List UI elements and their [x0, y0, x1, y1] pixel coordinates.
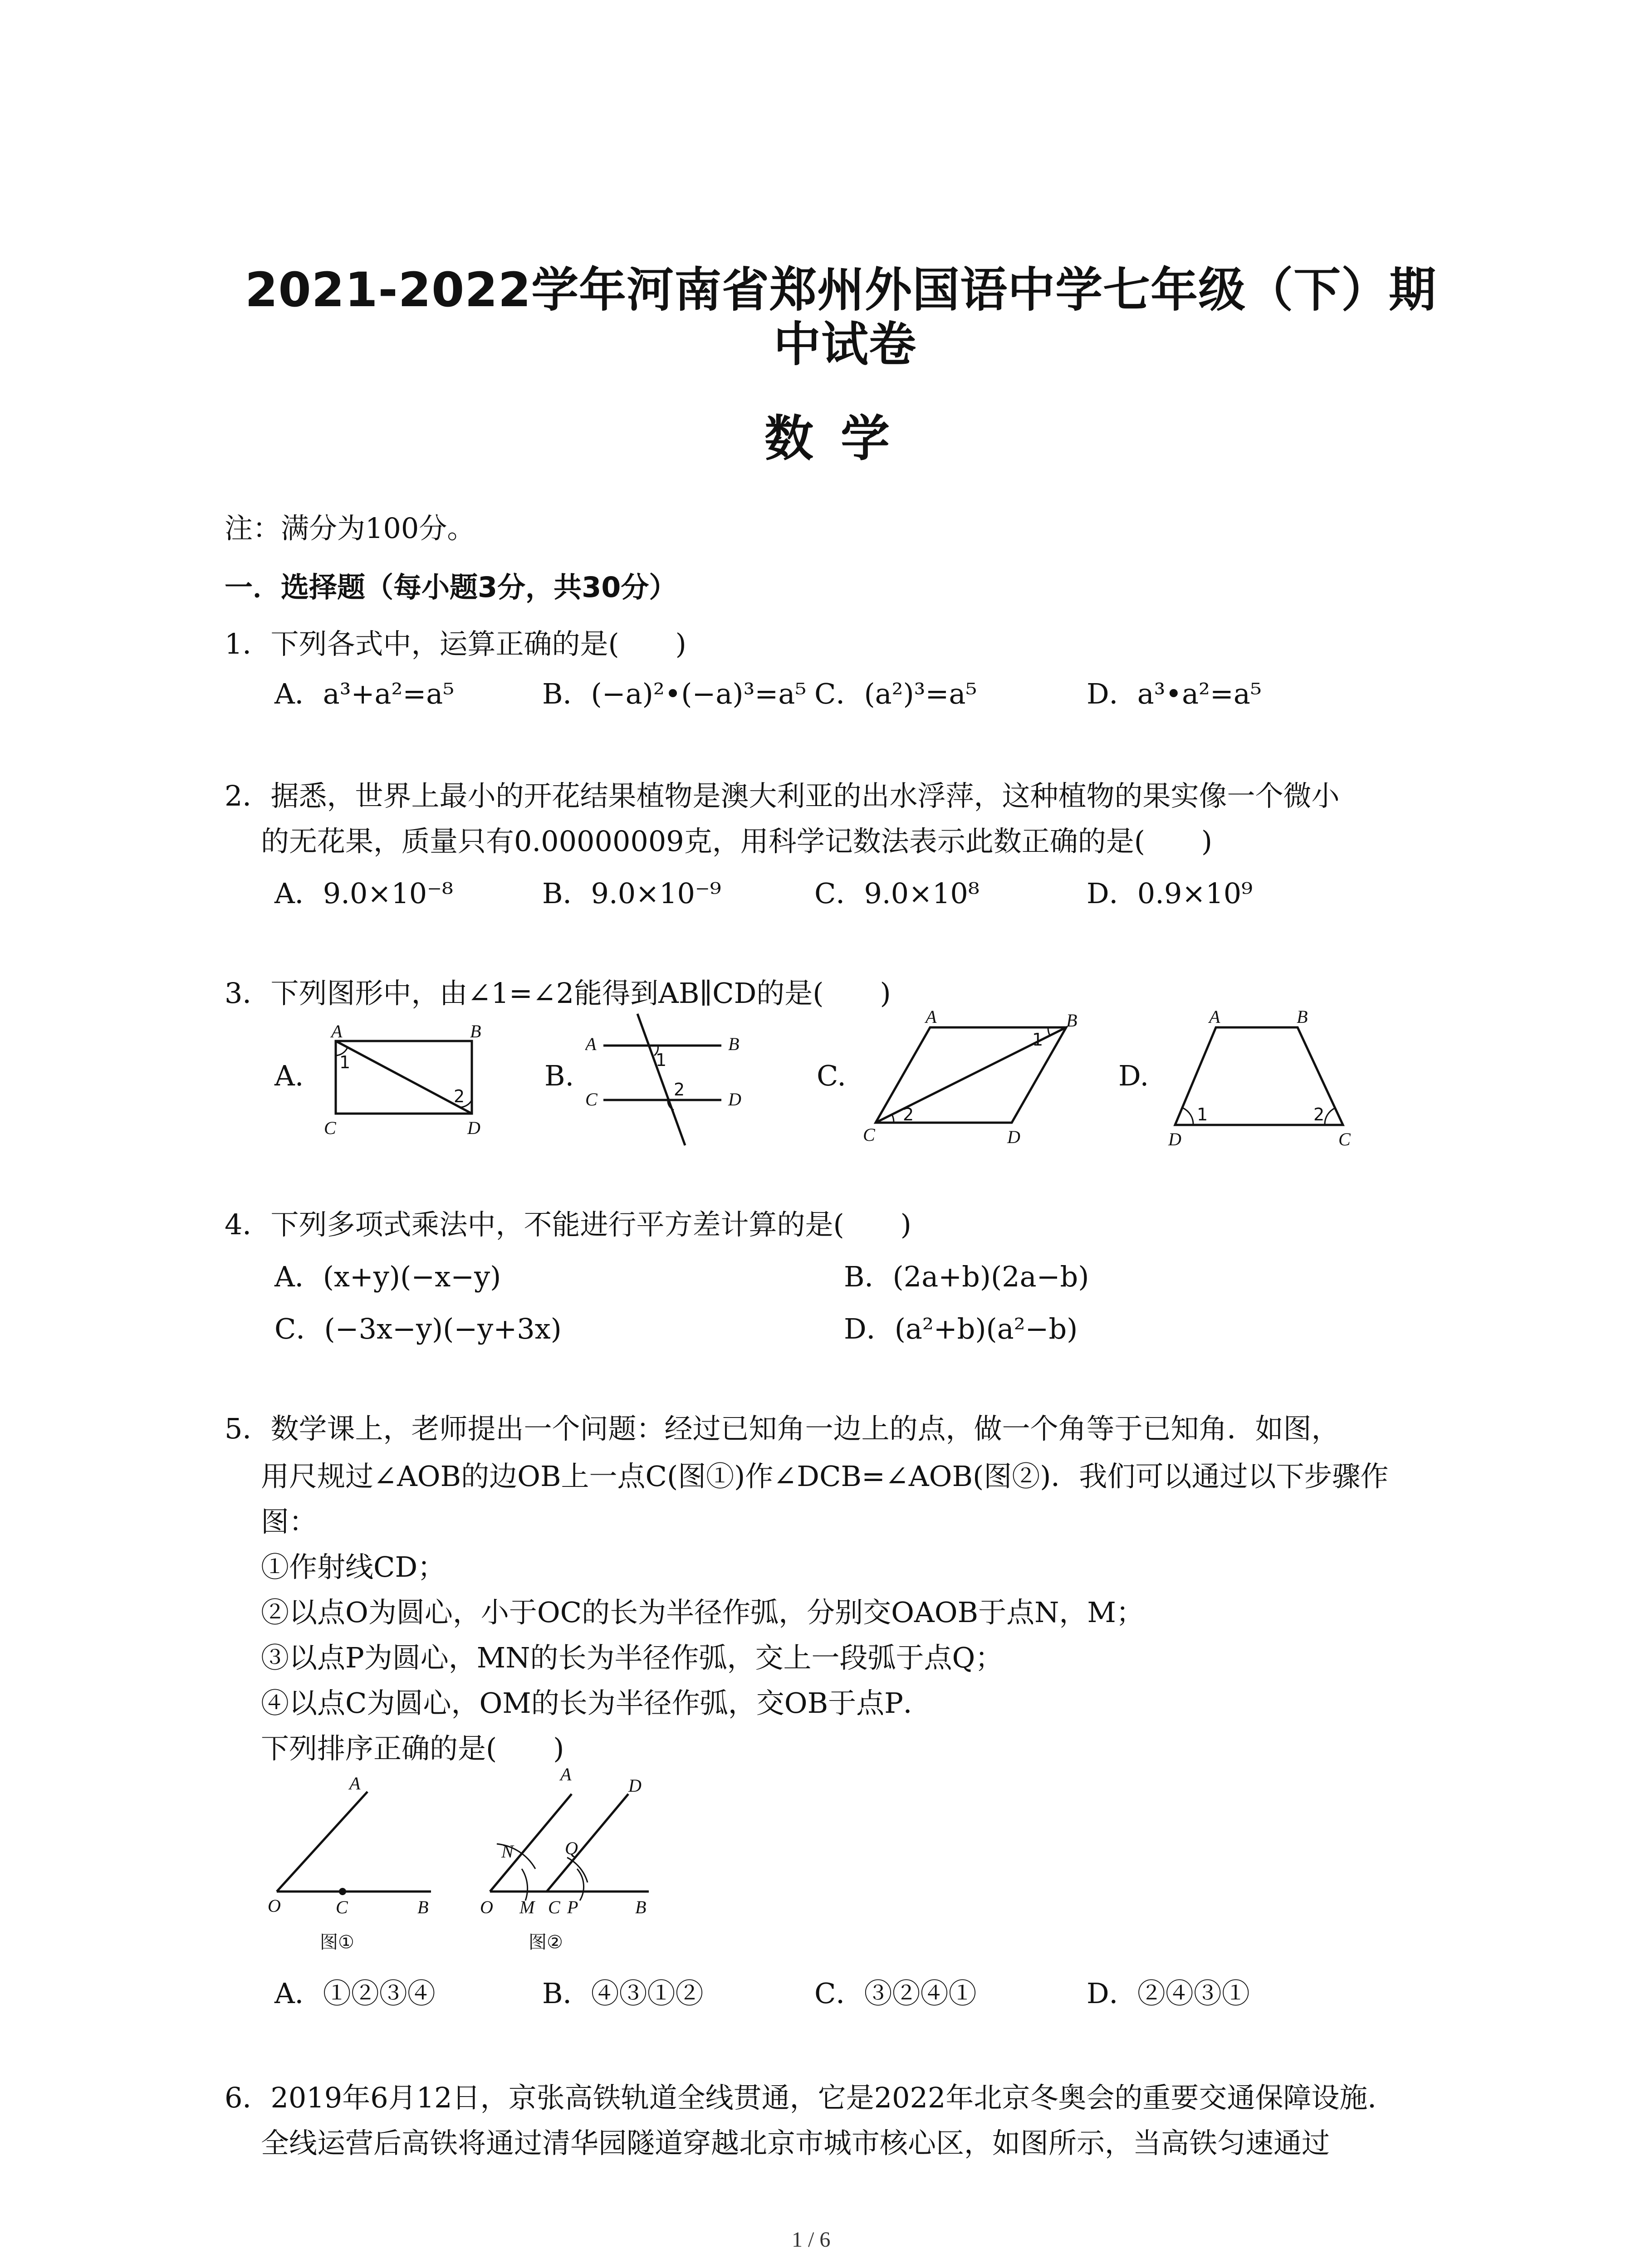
fig-d-angle-2: 2	[1313, 1105, 1325, 1124]
fig-a-label-c: C	[324, 1118, 336, 1138]
fig1-label-b: B	[417, 1897, 429, 1917]
q3-option-d-label: D.	[1118, 1059, 1149, 1092]
fig-c-label-b: B	[1066, 1010, 1078, 1031]
q5-step-2: ②以点O为圆心，小于OC的长为半径作弧，分别交OAOB于点N，M；	[261, 1596, 1144, 1629]
q5-step-4: ④以点C为圆心，OM的长为半径作弧，交OB于点P．	[261, 1686, 931, 1720]
fig-c-label-d: D	[1007, 1127, 1020, 1145]
fig-d-label-d: D	[1168, 1129, 1181, 1149]
fig-d-label-c: C	[1338, 1129, 1351, 1149]
fig-c-label-c: C	[863, 1124, 875, 1145]
fig-d-label-b: B	[1297, 1009, 1308, 1027]
score-note: 注：满分为100分。	[225, 512, 475, 545]
fig2-label-o: O	[480, 1897, 493, 1917]
fig2-label-q: Q	[565, 1838, 578, 1858]
q6-stem-line2: 全线运营后高铁将通过清华园隧道穿越北京市城市核心区，如图所示，当高铁匀速通过	[261, 2126, 1330, 2160]
q1-option-c: C．(a²)³=a⁵	[814, 677, 977, 710]
fig-b-angle-1: 1	[656, 1050, 667, 1070]
q5-stem-line3: 图：	[261, 1505, 318, 1538]
fig-a-angle-2: 2	[454, 1086, 465, 1106]
fig1-label-c: C	[336, 1897, 348, 1917]
fig2-caption: 图②	[529, 1932, 563, 1953]
q4-option-a: A．(x+y)(−x−y)	[274, 1260, 501, 1293]
q2-option-c: C．9.0×10⁸	[814, 877, 980, 910]
q3-figure-b	[585, 1009, 758, 1150]
q2-stem-line2: 的无花果，质量只有0.00000009克，用科学记数法表示此数正确的是( )	[261, 825, 1213, 858]
fig-b-label-c: C	[585, 1089, 598, 1110]
fig-a-angle-1: 1	[339, 1052, 351, 1072]
fig-b-label-a: A	[585, 1034, 597, 1054]
fig-b-angle-2: 2	[674, 1080, 685, 1100]
fig-c-angle-1: 1	[1032, 1030, 1043, 1050]
subject-title: 数学	[764, 411, 917, 467]
q5-stem-line1: 5．数学课上，老师提出一个问题：经过已知角一边上的点，做一个角等于已知角．如图，	[225, 1412, 1340, 1445]
q3-figure-a	[318, 1023, 499, 1141]
q5-step-3: ③以点P为圆心，MN的长为半径作弧，交上一段弧于点Q；	[261, 1641, 1004, 1674]
page-number: 1 / 6	[792, 2228, 831, 2252]
fig2-label-b: B	[635, 1897, 647, 1917]
fig2-label-n: N	[501, 1841, 514, 1862]
fig-a-label-d: D	[467, 1118, 480, 1138]
exam-title-line1: 2021-2022学年河南省郑州外国语中学七年级（下）期	[245, 262, 1437, 318]
q5-option-c: C．③②④①	[814, 1977, 977, 2010]
q1-option-d: D．a³•a²=a⁵	[1087, 677, 1262, 710]
q5-option-a: A．①②③④	[274, 1977, 436, 2010]
fig1-label-o: O	[268, 1896, 281, 1916]
exam-title-line2: 中试卷	[774, 317, 917, 372]
q2-option-a: A．9.0×10⁻⁸	[274, 877, 453, 910]
q3-figure-d	[1161, 1009, 1366, 1154]
fig2-label-d: D	[628, 1775, 642, 1796]
fig-a-label-a: A	[331, 1023, 343, 1041]
fig-b-label-b: B	[728, 1034, 740, 1054]
q2-option-d: D．0.9×10⁹	[1087, 877, 1253, 910]
q4-option-d: D．(a²+b)(a²−b)	[844, 1312, 1078, 1345]
q5-step-1: ①作射线CD；	[261, 1550, 446, 1584]
q4-option-c: C．(−3x−y)(−y+3x)	[274, 1312, 562, 1345]
q2-stem-line1: 2．据悉，世界上最小的开花结果植物是澳大利亚的出水浮萍，这种植物的果实像一个微小	[225, 779, 1340, 812]
q3-option-a-label: A.	[274, 1059, 304, 1092]
q5-figure-2	[472, 1760, 676, 1960]
q3-figure-c	[857, 1009, 1093, 1145]
q1-option-a: A．a³+a²=a⁵	[274, 677, 455, 710]
q1-stem: 1．下列各式中，运算正确的是( )	[225, 627, 686, 660]
fig2-label-m: M	[519, 1897, 535, 1917]
q4-stem: 4．下列多项式乘法中，不能进行平方差计算的是( )	[225, 1208, 911, 1241]
fig-c-label-a: A	[926, 1009, 937, 1027]
q2-option-b: B．9.0×10⁻⁹	[542, 877, 721, 910]
q5-option-d: D．②④③①	[1087, 1977, 1250, 2010]
fig-a-label-b: B	[470, 1023, 481, 1041]
fig-d-label-a: A	[1209, 1009, 1220, 1027]
q1-option-b: B．(−a)²•(−a)³=a⁵	[542, 677, 807, 710]
q5-option-b: B．④③①②	[542, 1977, 704, 2010]
fig-b-label-d: D	[728, 1089, 741, 1110]
fig1-caption: 图①	[320, 1932, 354, 1953]
q5-stem-line2: 用尺规过∠AOB的边OB上一点C(图①)作∠DCB=∠AOB(图②)．我们可以通过以下步骤作	[261, 1460, 1389, 1493]
fig2-label-a: A	[560, 1764, 572, 1784]
section-heading: 一．选择题（每小题3分，共30分）	[225, 571, 677, 604]
q3-option-b-label: B.	[544, 1059, 574, 1092]
q5-figure-1	[263, 1769, 454, 1960]
fig-c-angle-2: 2	[903, 1105, 914, 1124]
fig1-label-a: A	[349, 1773, 361, 1794]
q3-stem: 3．下列图形中，由∠1=∠2能得到AB∥CD的是( )	[225, 977, 891, 1010]
fig-d-angle-1: 1	[1197, 1105, 1208, 1124]
fig2-label-p: P	[567, 1897, 578, 1917]
q6-stem-line1: 6．2019年6月12日，京张高铁轨道全线贯通，它是2022年北京冬奥会的重要交通保障设施．	[225, 2081, 1396, 2114]
fig2-label-c: C	[548, 1897, 560, 1917]
q5-ask: 下列排序正确的是( )	[261, 1732, 564, 1765]
q4-option-b: B．(2a+b)(2a−b)	[844, 1260, 1089, 1293]
q3-option-c-label: C.	[817, 1059, 846, 1092]
